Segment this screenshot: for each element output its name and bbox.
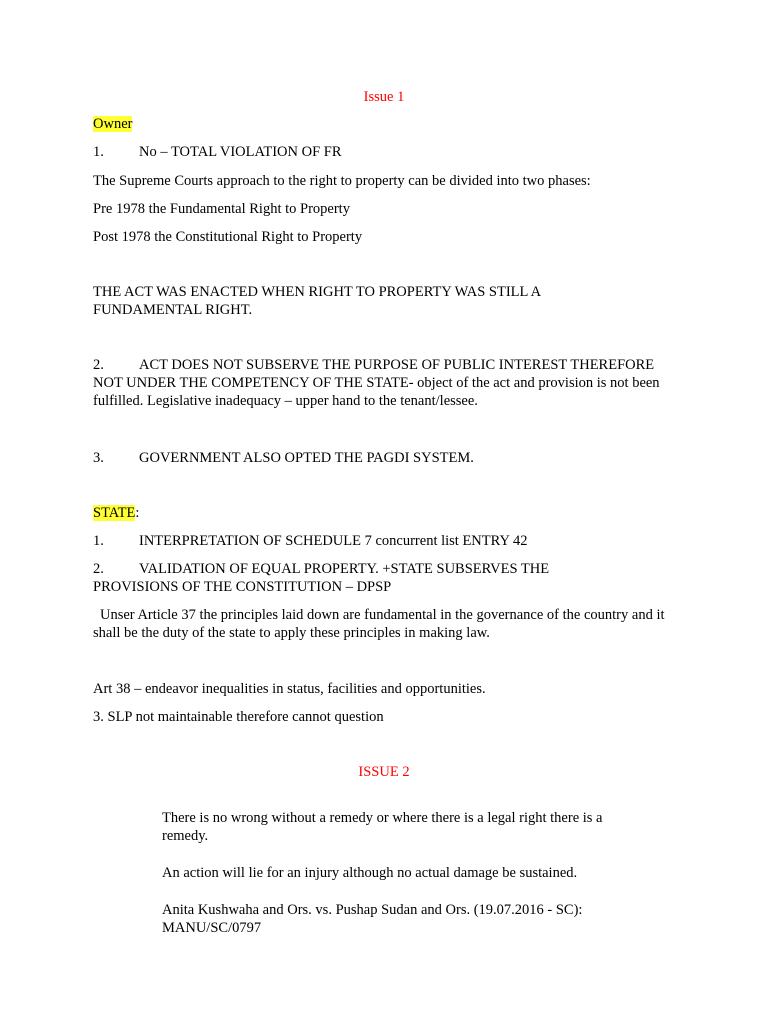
point-text: GOVERNMENT ALSO OPTED THE PAGDI SYSTEM. <box>139 450 474 466</box>
state-point-1 <box>93 532 528 550</box>
citation-paragraph: Anita Kushwaha and Ors. vs. Pushap Sudan and Ors. (19.07.2016 - SC): MANU/SC/0797 <box>162 902 583 936</box>
point-text: INTERPRETATION OF SCHEDULE 7 concurrent list ENTRY 42 <box>139 533 528 549</box>
point-number: 2. <box>93 357 104 373</box>
remedy-paragraph: There is no wrong without a remedy or where there is a legal right there is a remedy. <box>162 810 603 844</box>
owner-point-3 <box>93 449 474 467</box>
supreme-court-paragraph: The Supreme Courts approach to the right to property can be divided into two phases: <box>93 173 591 189</box>
point-number: 1. <box>93 533 104 549</box>
owner-point-1 <box>93 143 342 161</box>
owner-point-2 <box>93 356 683 410</box>
pre-1978-line: Pre 1978 the Fundamental Right to Property <box>93 201 350 217</box>
point-number: 2. <box>93 561 104 577</box>
post-1978-line: Post 1978 the Constitutional Right to Property <box>93 229 363 245</box>
point-text: ACT DOES NOT SUBSERVE THE PURPOSE OF PUBLIC INTEREST THEREFORE NOT UNDER THE COMPETENCY OF THE STATE- object of the act and provision is not been fulfilled. Legislative inadequacy – upper hand to the tenant/lessee. <box>93 357 660 409</box>
art-38-line: Art 38 – endeavor inequalities in status, facilities and opportunities. <box>93 681 486 697</box>
point-text: VALIDATION OF EQUAL PROPERTY. +STATE SUBSERVES THE PROVISIONS OF THE CONSTITUTION – DPSP <box>93 561 550 595</box>
state-highlight: STATE <box>93 505 136 521</box>
injury-paragraph: An action will lie for an injury although no actual damage be sustained. <box>162 865 578 881</box>
owner-label <box>93 115 132 133</box>
point-text: No – TOTAL VIOLATION OF FR <box>139 144 342 160</box>
point-number: 3. <box>93 450 104 466</box>
issue1-heading: Issue 1 <box>363 89 405 105</box>
issue2-heading: ISSUE 2 <box>358 764 410 780</box>
owner-highlight: Owner <box>93 116 133 132</box>
point-number: 1. <box>93 144 104 160</box>
slp-line: 3. SLP not maintainable therefore cannot question <box>93 709 384 725</box>
state-point-2 <box>93 560 593 596</box>
state-colon: : <box>135 505 140 521</box>
state-label <box>93 504 139 522</box>
article-37-paragraph: Unser Article 37 the principles laid down are fundamental in the governance of the country and it shall be the duty of the state to apply these principles in making law. <box>93 607 665 641</box>
act-enacted-paragraph: THE ACT WAS ENACTED WHEN RIGHT TO PROPERTY WAS STILL A FUNDAMENTAL RIGHT. <box>93 284 541 318</box>
